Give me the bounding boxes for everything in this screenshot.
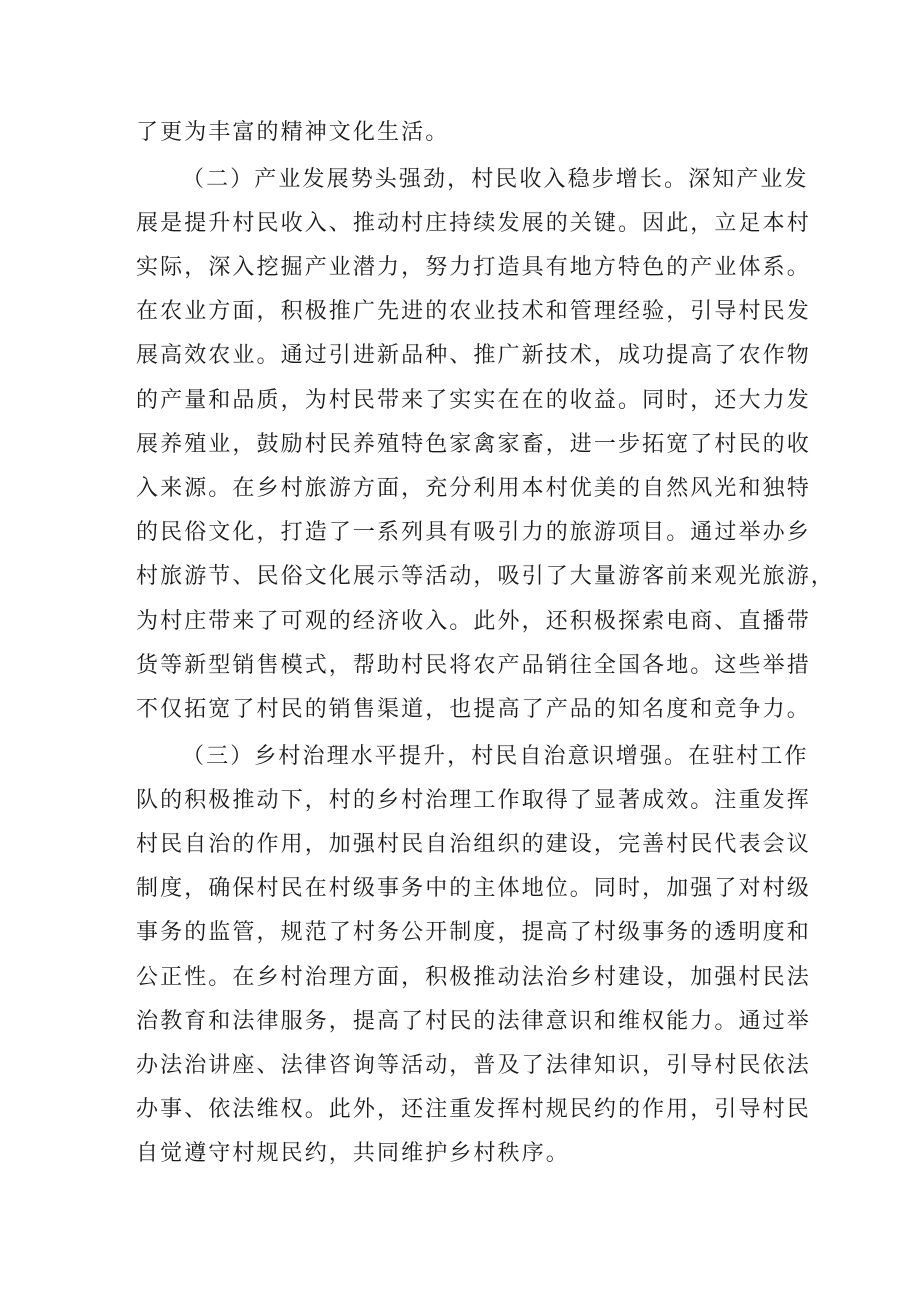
paragraph-governance-line-8: 办法治讲座、法律咨询等活动，普及了法律知识，引导村民依法 <box>136 1052 811 1078</box>
paragraph-industry-line-1: （二）产业发展势头强劲，村民收入稳步增长。深知产业发 <box>182 166 809 192</box>
paragraph-industry-line-2: 展是提升村民收入、推动村庄持续发展的关键。因此，立足本村 <box>136 210 811 236</box>
paragraph-industry-line-10: 村旅游节、民俗文化展示等活动，吸引了大量游客前来观光旅游， <box>136 564 835 590</box>
paragraph-governance-line-2: 队的积极推动下，村的乡村治理工作取得了显著成效。注重发挥 <box>136 787 811 813</box>
paragraph-industry-line-3: 实际，深入挖掘产业潜力，努力打造具有地方特色的产业体系。 <box>136 255 811 281</box>
paragraph-governance-line-5: 事务的监管，规范了村务公开制度，提高了村级事务的透明度和 <box>136 920 811 946</box>
paragraph-governance-line-9: 办事、依法维权。此外，还注重发挥村规民约的作用，引导村民 <box>136 1097 811 1123</box>
paragraph-industry-line-4: 在农业方面，积极推广先进的农业技术和管理经验，引导村民发 <box>136 299 811 325</box>
paragraph-industry-line-7: 展养殖业，鼓励村民养殖特色家禽家畜，进一步拓宽了村民的收 <box>136 431 811 457</box>
paragraph-industry-line-5: 展高效农业。通过引进新品种、推广新技术，成功提高了农作物 <box>136 343 811 369</box>
paragraph-industry-line-12: 货等新型销售模式，帮助村民将农产品销往全国各地。这些举措 <box>136 652 811 678</box>
paragraph-industry-line-11: 为村庄带来了可观的经济收入。此外，还积极探索电商、直播带 <box>136 608 811 634</box>
paragraph-industry-line-13: 不仅拓宽了村民的销售渠道，也提高了产品的知名度和竞争力。 <box>136 696 811 722</box>
paragraph-governance-line-4: 制度，确保村民在村级事务中的主体地位。同时，加强了对村级 <box>136 876 811 902</box>
paragraph-governance-line-7: 治教育和法律服务，提高了村民的法律意识和维权能力。通过举 <box>136 1008 811 1034</box>
paragraph-industry-line-8: 入来源。在乡村旅游方面，充分利用本村优美的自然风光和独特 <box>136 476 811 501</box>
paragraph-governance-line-1: （三）乡村治理水平提升，村民自治意识增强。在驻村工作 <box>182 743 809 769</box>
paragraph-intro-end-line-1: 了更为丰富的精神文化生活。 <box>136 120 450 145</box>
paragraph-governance-line-10: 自觉遵守村规民约，共同维护乡村秩序。 <box>136 1141 570 1167</box>
document-body <box>136 111 835 1177</box>
paragraph-industry-line-9: 的民俗文化，打造了一系列具有吸引力的旅游项目。通过举办乡 <box>136 520 811 546</box>
paragraph-governance-line-3: 村民自治的作用，加强村民自治组织的建设，完善村民代表会议 <box>136 832 811 857</box>
paragraph-industry-line-6: 的产量和品质，为村民带来了实实在在的收益。同时，还大力发 <box>136 387 811 413</box>
paragraph-governance-line-6: 公正性。在乡村治理方面，积极推动法治乡村建设，加强村民法 <box>136 964 811 990</box>
